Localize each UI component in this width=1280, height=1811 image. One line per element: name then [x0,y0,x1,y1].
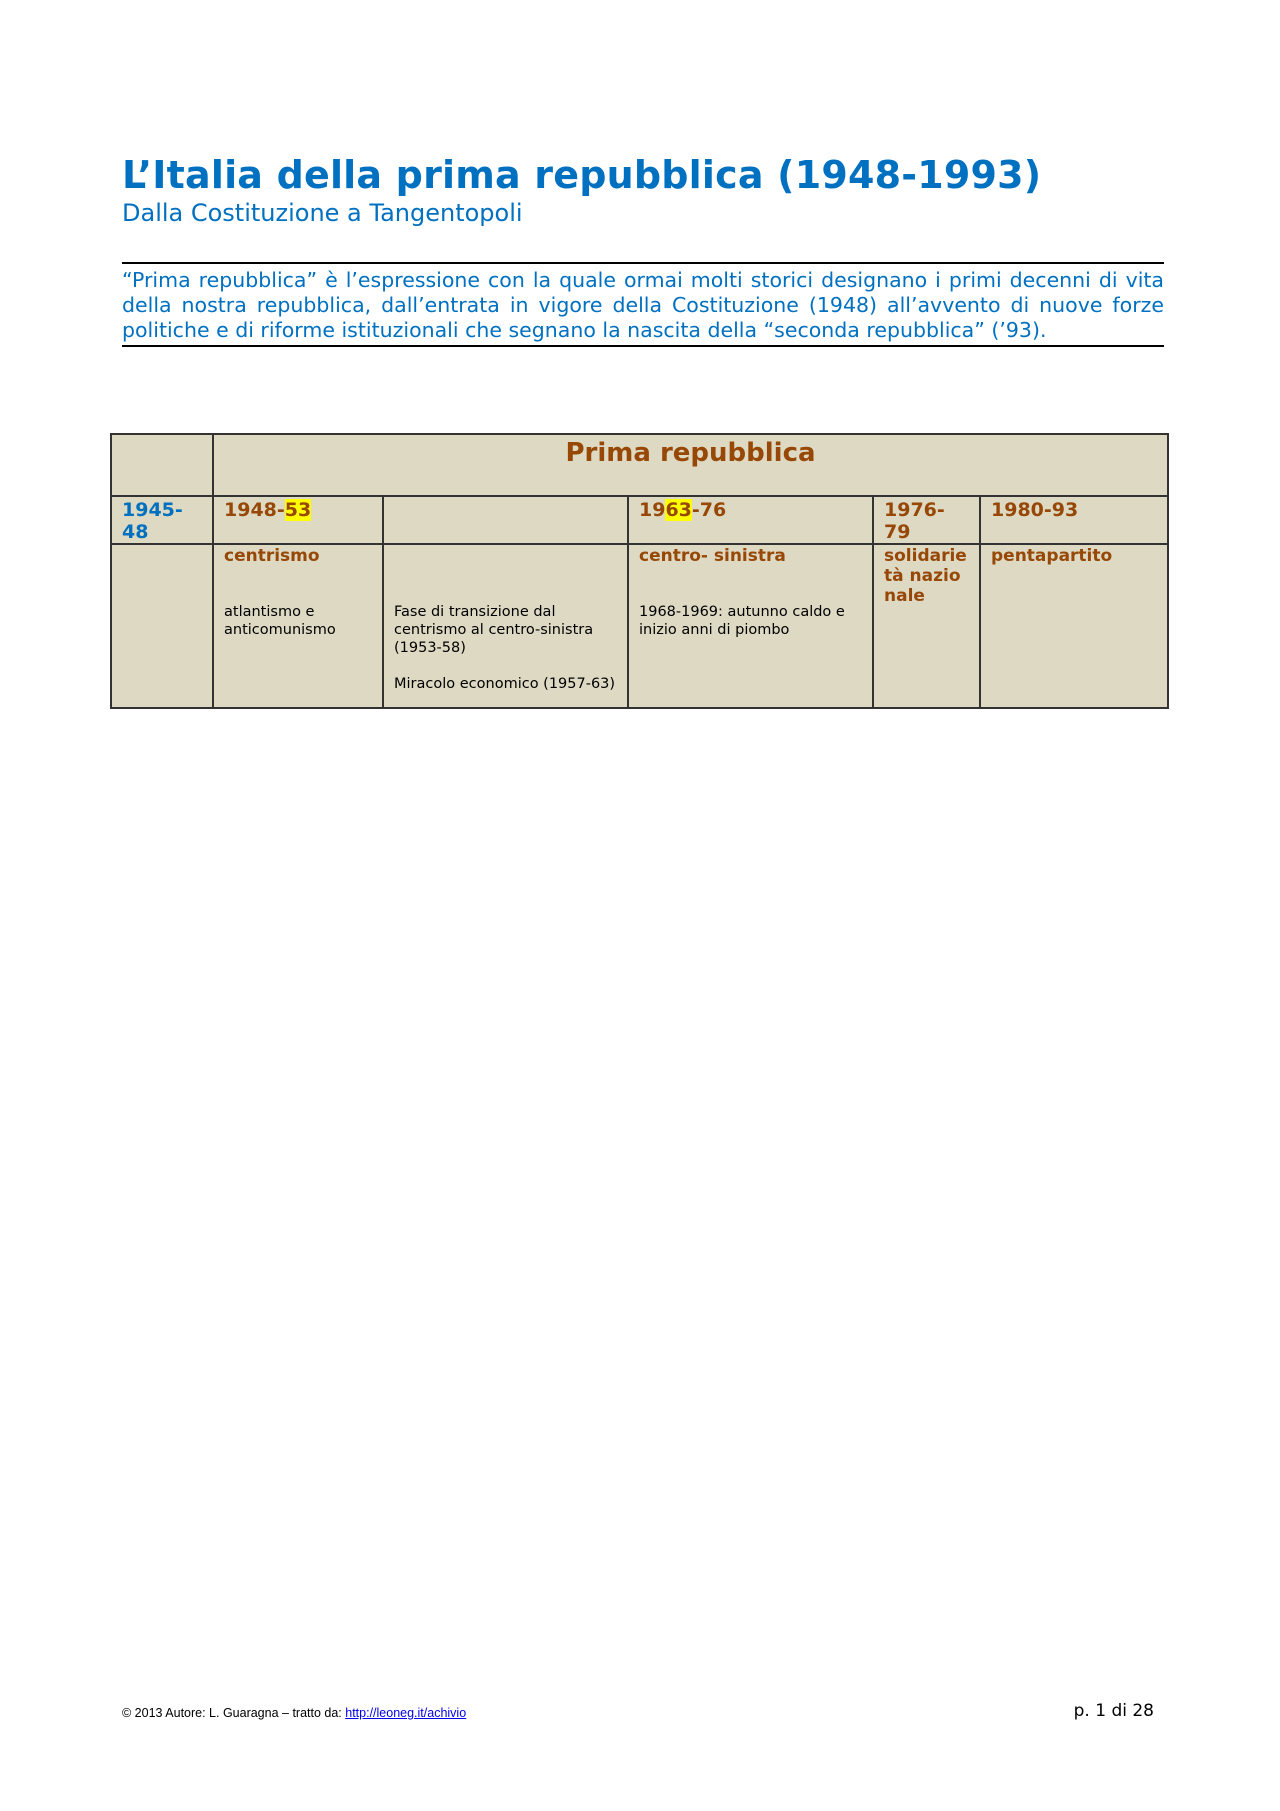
note-autunno-caldo: 1968-1969: autunno caldo e inizio anni di piombo [639,604,845,638]
note-transizione: Fase di transizione dal centrismo al centro-sinistra (1953-58) [394,604,594,656]
solidarieta-cell [873,544,980,708]
centrismo-cell [213,544,383,708]
label-empty [394,546,617,566]
table-header-row [111,434,1168,496]
label-centro-sinistra: centro- sinistra [639,546,786,566]
footer-credit-text: © 2013 Autore: L. Guaragna – tratto da: [122,1706,346,1720]
abstract-box [122,262,1164,347]
content-empty-cell [111,544,213,708]
timeline-table [110,433,1169,709]
period-1948-53 [213,496,383,544]
period-empty [383,496,628,544]
centro-sinistra-cell [628,544,873,708]
period-1980-93: 1980-93 [980,496,1168,544]
period-start: 1948- [224,499,285,521]
transizione-cell [383,544,628,708]
document-subtitle: Dalla Costituzione a Tangentopoli [122,199,523,227]
period-1976-79: 1976-79 [873,496,980,544]
table-header-title: Prima repubblica [213,434,1168,496]
period-1945-48: 1945-48 [111,496,213,544]
document-title: L’Italia della prima repubblica (1948-1993) [122,153,1042,197]
footer-source-link[interactable]: http://leoneg.it/achivio [345,1706,467,1720]
abstract-text: “Prima repubblica” è l’espressione con la quale ormai molti storici designano i primi decenni di vita della nostra repubblica, dall’entrata in vigore della Costituzione (1948) all’avvento di nuove forze politiche e di riforme istituzionali che segnano la nascita della “seconda repubblica” (’93). [122,268,1164,342]
content-row [111,544,1168,708]
empty-corner-cell [111,434,213,496]
label-solidarieta-nazionale: solidarietà nazionale [884,546,967,606]
footer-credit [122,1706,466,1720]
note-miracolo-economico: Miracolo economico (1957-63) [394,676,616,692]
highlighted-year: 63 [665,499,692,521]
pentapartito-cell [980,544,1168,708]
period-1963-76 [628,496,873,544]
period-suffix: -76 [691,499,727,521]
period-row [111,496,1168,544]
highlighted-year: 53 [284,499,312,521]
page-number: p. 1 di 28 [1073,1701,1154,1721]
label-pentapartito: pentapartito [991,546,1113,566]
note-atlantismo: atlantismo e anticomunismo [224,604,336,638]
period-prefix: 19 [639,499,666,521]
label-centrismo: centrismo [224,546,320,566]
